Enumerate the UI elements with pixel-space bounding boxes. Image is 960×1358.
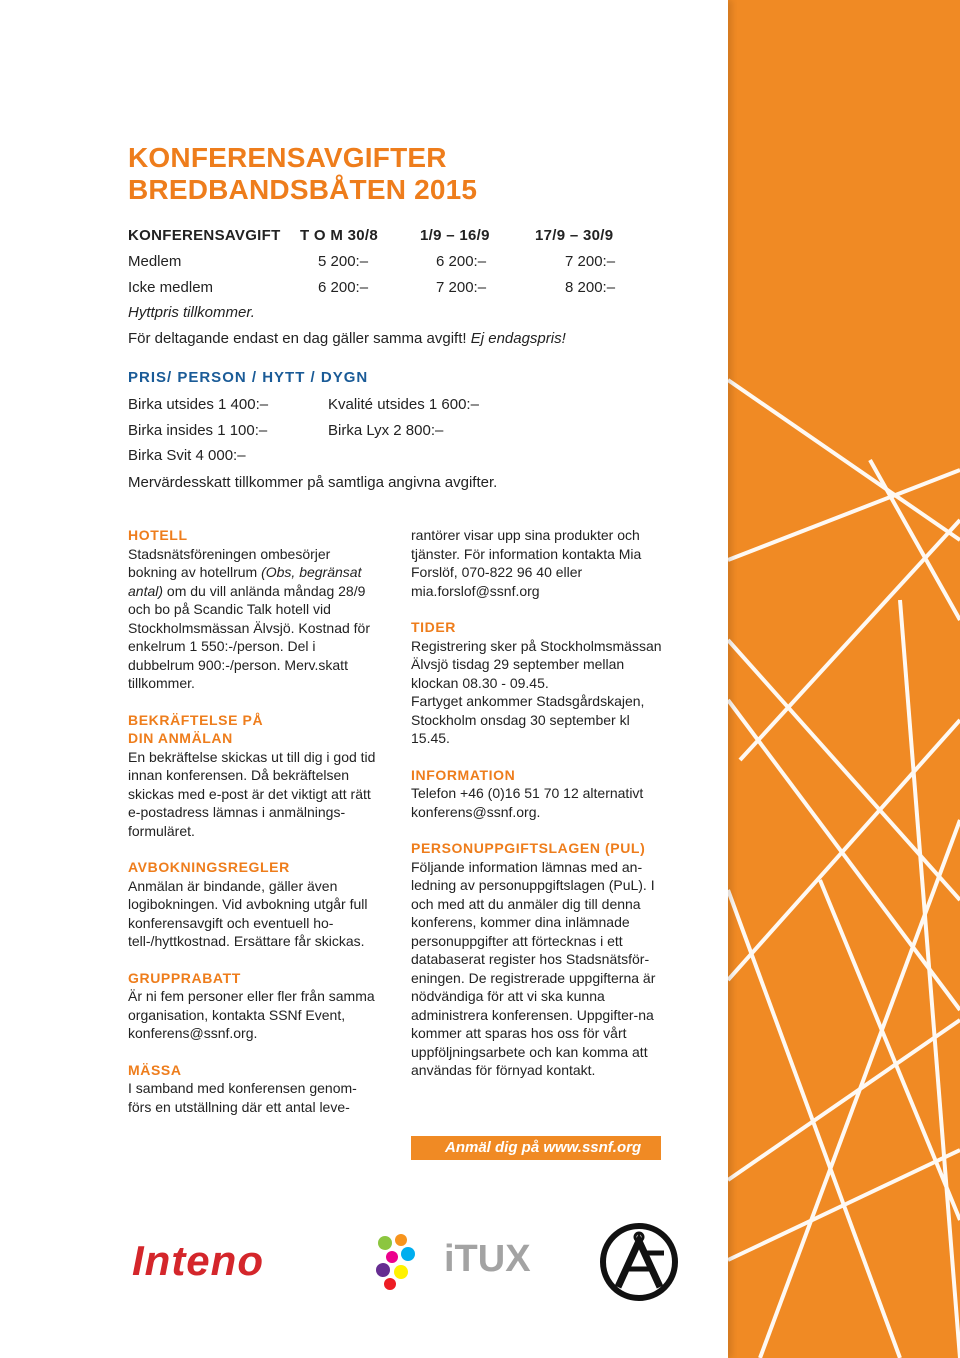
inteno-logo: Inteno	[132, 1237, 264, 1284]
confirmation-heading: BEKRÄFTELSE PÅ DIN ANMÄLAN	[128, 711, 264, 746]
af-logo-icon	[600, 1223, 678, 1301]
register-link[interactable]: Anmäl dig på www.ssnf.org	[411, 1136, 661, 1160]
fee-note-cabin: Hyttpris tillkommer.	[128, 304, 255, 321]
left-column	[128, 526, 378, 1116]
price-per-person-heading: PRIS/ PERSON / HYTT / DYGN	[128, 369, 369, 386]
hotel-heading: HOTELL	[128, 527, 188, 543]
page-title: KONFERENSAVGIFTER BREDBANDSBÅTEN 2015	[128, 142, 478, 205]
times-text-registration: Registrering sker på Stockholmsmässan Älvsjö tisdag 29 september mellan klockan 08.30 - 09.45.	[411, 637, 662, 691]
group-discount-text: Är ni fem personer eller fler från samma organisation, kontakta SSNf Event, konferens@ssnf.org.	[128, 988, 375, 1041]
cancellation-heading: AVBOKNINGSREGLER	[128, 859, 290, 875]
price-item: Birka insides 1 100:–	[128, 422, 268, 439]
price-item: Birka Lyx 2 800:–	[328, 422, 444, 439]
vat-note: Mervärdesskatt tillkommer på samtliga angivna avgifter.	[128, 474, 498, 491]
price-item: Kvalité utsides 1 600:–	[328, 396, 479, 413]
fair-text: I samband med konferensen genom-förs en utställning där ett antal leve-	[128, 1080, 357, 1115]
times-heading: TIDER	[411, 619, 456, 635]
information-heading: INFORMATION	[411, 766, 516, 783]
cancellation-text: Anmälan är bindande, gäller även logibokningen. Vid avbokning utgår full konferensavgift och eventuell ho-tell-/hyttkostnad. Ersättare får skickas.	[128, 877, 368, 949]
group-discount-heading: GRUPPRABATT	[128, 969, 241, 986]
hotel-text: Stadsnätsföreningen ombesörjer bokning av hotellrum (Obs, begränsat antal) om du vill anlända måndag 28/9 och bo på Scandic Talk hotell vid Stockholmsmässan Älvsjö. Kostnad för enkelrum 1 550:-/person. Del i dubbelrum 900:-/person. Merv.skatt tillkommer.	[128, 545, 370, 691]
pul-text: Följande information lämnas med an-ledning av personuppgiftslagen (PuL). I och med att du anmäler dig till denna konferens, kommer dina inlämnade personuppgifter att förtecknas i ett databaserat register hos Stadsnätsför-eningen. De registrerade uppgifterna är nödvändiga för att vi ska kunna administrera konferensen. Uppgifter-na kommer att sparas hos oss för vårt uppföljningsarbete och kan komma att användas för förnyad kontakt.	[411, 858, 656, 1078]
information-text: Telefon +46 (0)16 51 70 12 alternativt konferens@ssnf.org.	[411, 785, 644, 820]
price-item: Birka Svit 4 000:–	[128, 447, 246, 464]
fair-text-continued: rantörer visar upp sina produkter och tjänster. För information kontakta Mia Forslöf, 070-822 96 40 eller mia.forslof@ssnf.org	[411, 527, 642, 599]
itux-logo: iTUX	[444, 1238, 531, 1280]
right-column	[411, 526, 666, 1080]
price-item: Birka utsides 1 400:–	[128, 396, 269, 413]
itux-symbol-icon	[374, 1232, 418, 1292]
fee-note-single-day: För deltagande endast en dag gäller samma avgift! Ej endagspris!	[128, 330, 566, 347]
times-text-arrival: Fartyget ankommer Stadsgårdskajen, Stockholm onsdag 30 september kl 15.45.	[411, 693, 645, 746]
pul-heading: PERSONUPPGIFTSLAGEN (PUL)	[411, 840, 646, 856]
confirmation-text: En bekräftelse skickas ut till dig i god tid innan konferensen. Då bekräftelsen skickas med e-post är det viktigt att rätt e-postadress lämnas i anmälnings-formuläret.	[128, 748, 376, 839]
fair-heading: MÄSSA	[128, 1061, 182, 1078]
